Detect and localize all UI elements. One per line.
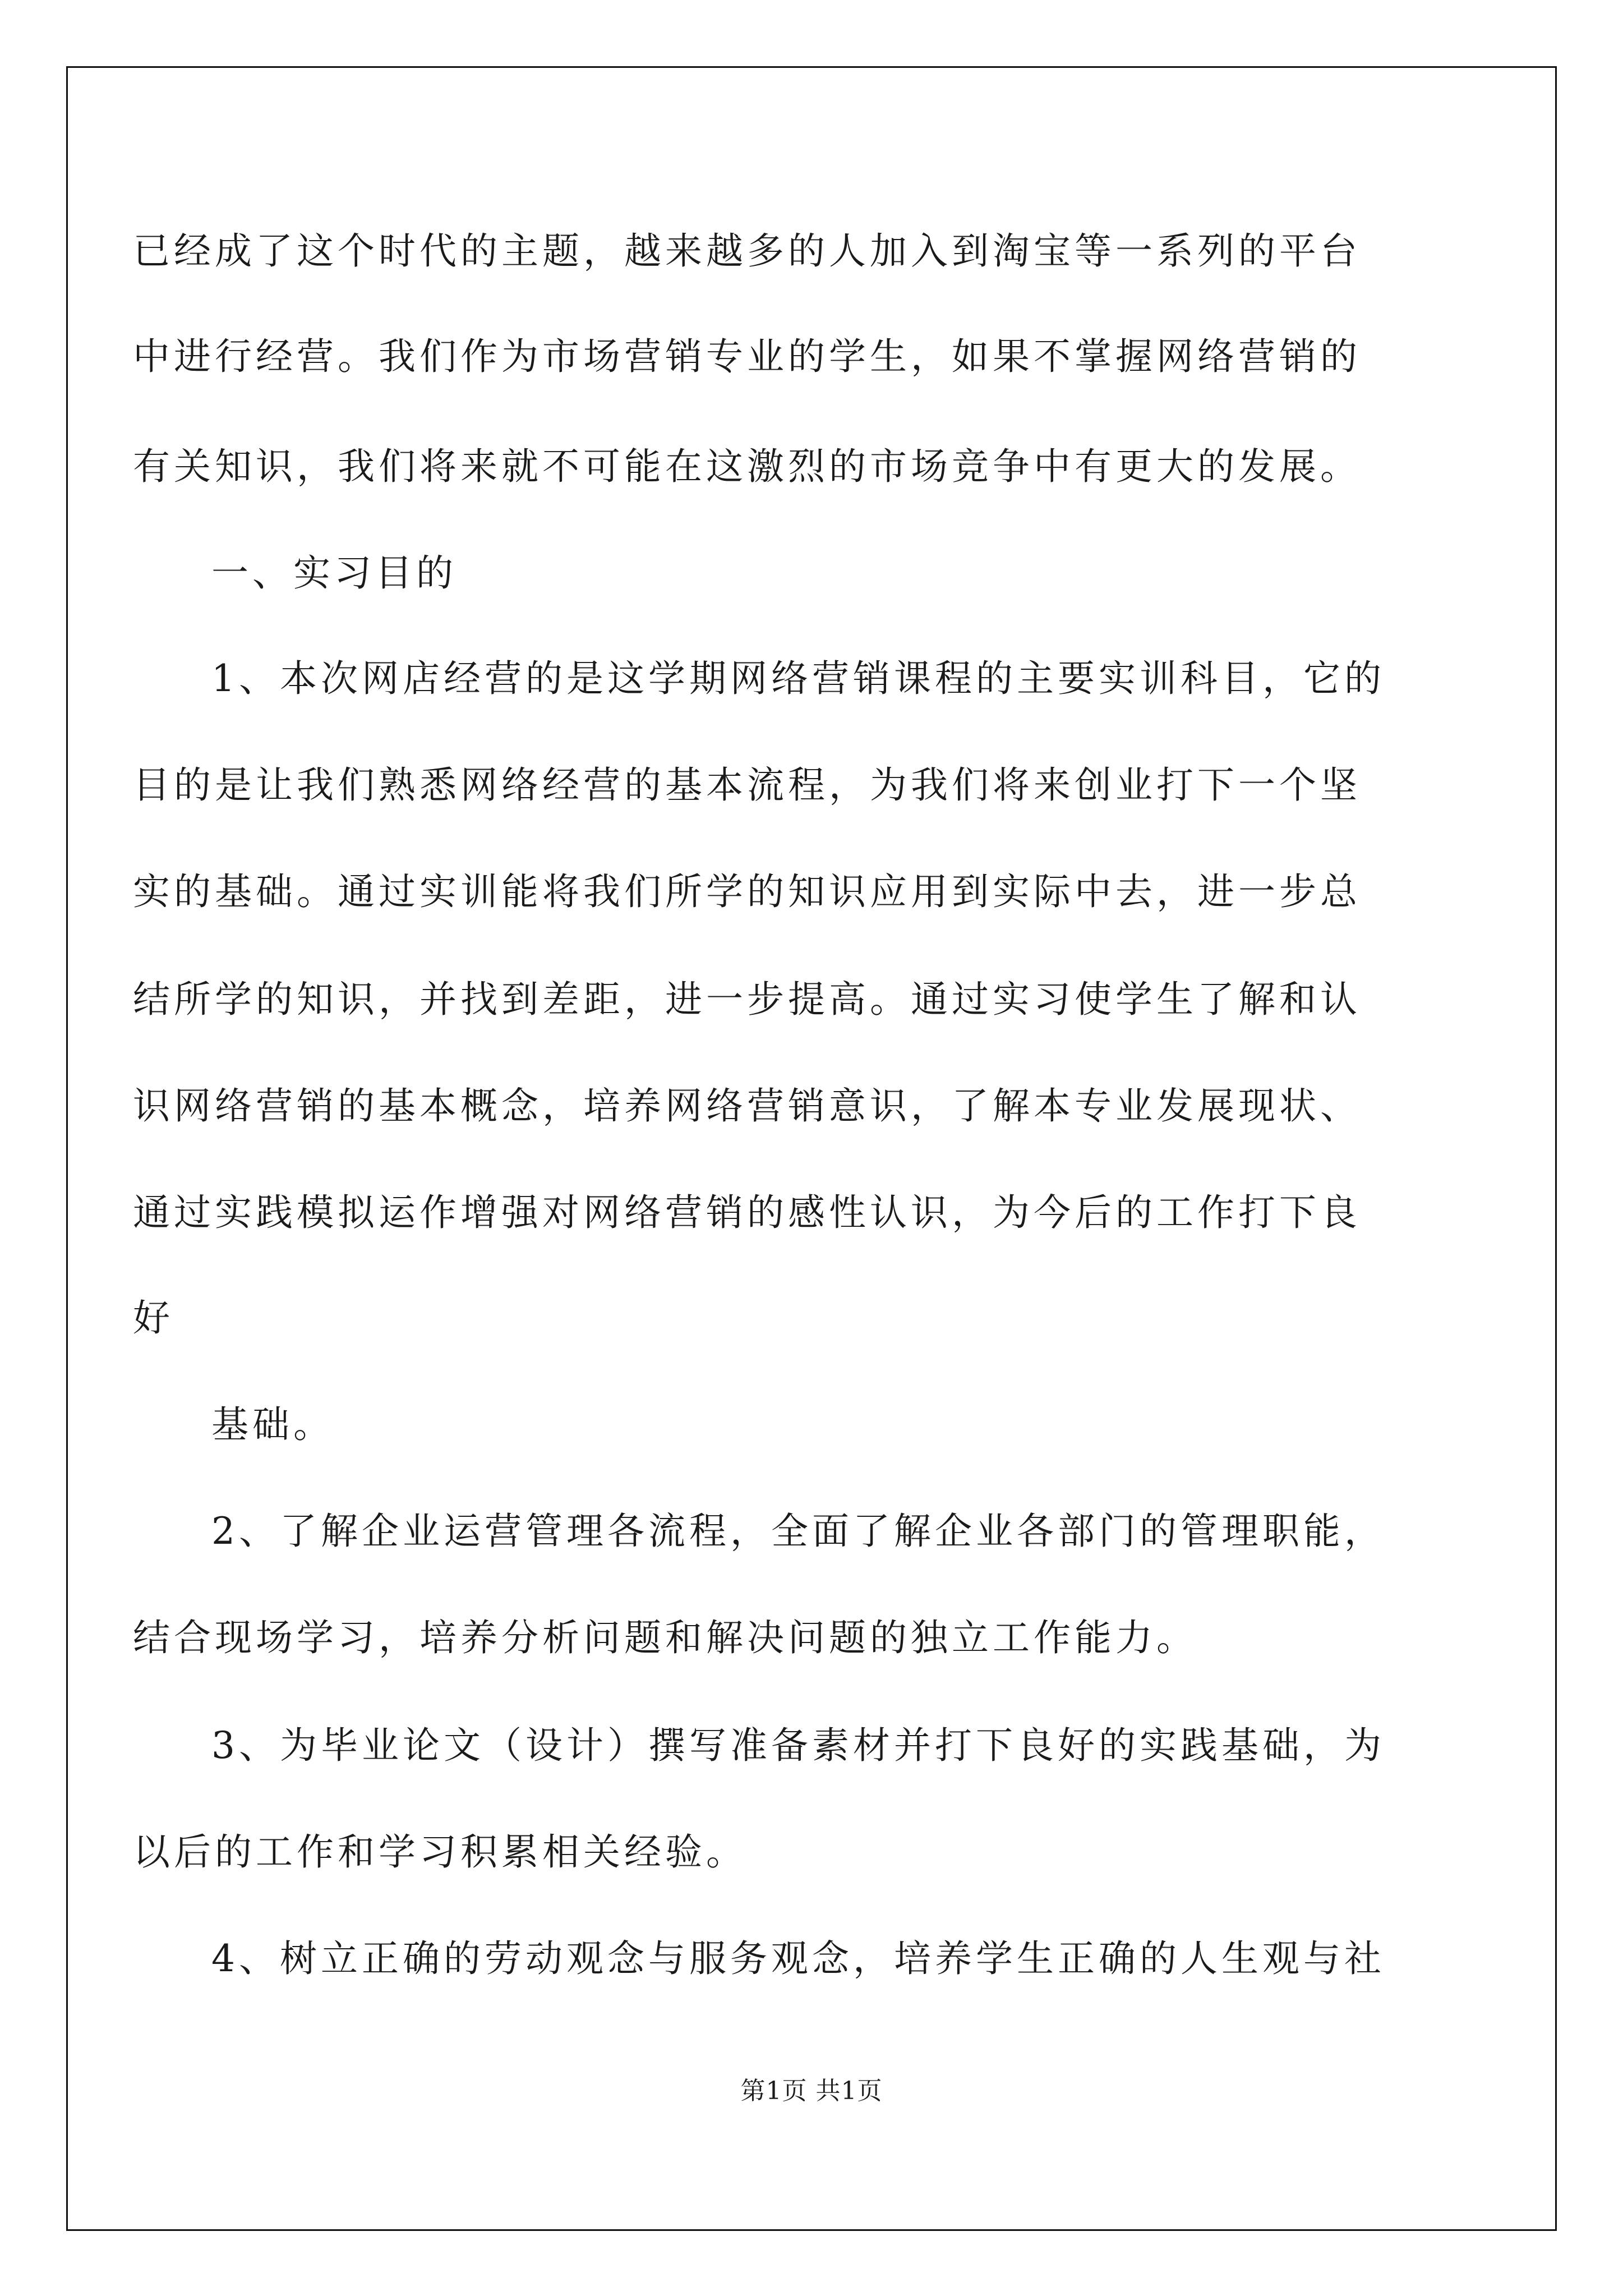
body-line: 通过实践模拟运作增强对网络营销的感性认识，为今后的工作打下良	[133, 1191, 1361, 1234]
body-line: 识网络营销的基本概念，培养网络营销意识，了解本专业发展现状、	[133, 1084, 1361, 1128]
body-line: 以后的工作和学习积累相关经验。	[133, 1830, 747, 1874]
page-border	[66, 66, 1557, 2231]
body-line: 2、了解企业运营管理各流程，全面了解企业各部门的管理职能，	[211, 1510, 1385, 1553]
body-line: 1、本次网店经营的是这学期网络营销课程的主要实训科目，它的	[211, 657, 1385, 700]
body-line: 实的基础。通过实训能将我们所学的知识应用到实际中去，进一步总	[133, 870, 1361, 913]
body-line: 中进行经营。我们作为市场营销专业的学生，如果不掌握网络营销的	[133, 335, 1361, 378]
body-line: 好	[133, 1296, 174, 1340]
body-line: 有关知识，我们将来就不可能在这激烈的市场竞争中有更大的发展。	[133, 445, 1361, 488]
body-line: 已经成了这个时代的主题，越来越多的人加入到淘宝等一系列的平台	[133, 229, 1361, 273]
body-line: 结合现场学习，培养分析问题和解决问题的独立工作能力。	[133, 1616, 1197, 1659]
page-number-footer: 第1页 共1页	[740, 2077, 883, 2105]
body-line: 基础。	[211, 1403, 334, 1446]
body-line: 4、树立正确的劳动观念与服务观念，培养学生正确的人生观与社	[211, 1937, 1385, 1980]
body-line: 3、为毕业论文（设计）撰写准备素材并打下良好的实践基础，为	[211, 1724, 1385, 1767]
section-heading: 一、实习目的	[211, 551, 457, 595]
body-line: 结所学的知识，并找到差距，进一步提高。通过实习使学生了解和认	[133, 978, 1361, 1021]
body-line: 目的是让我们熟悉网络经营的基本流程，为我们将来创业打下一个坚	[133, 763, 1361, 807]
